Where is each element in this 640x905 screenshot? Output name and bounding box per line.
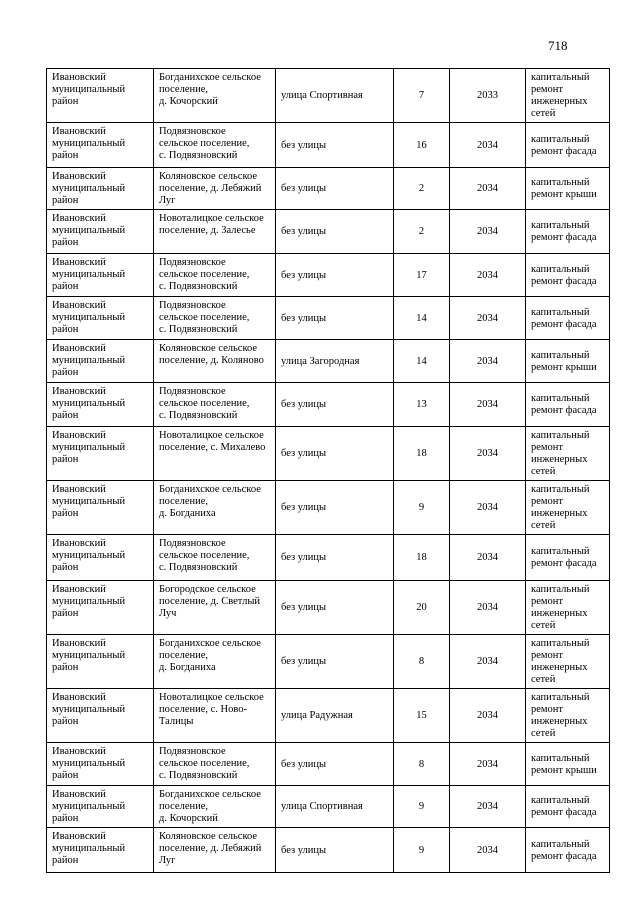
settlement-cell	[154, 427, 276, 481]
district-cell	[47, 689, 154, 743]
district-text: Ивановский муниципальный район	[52, 538, 126, 573]
work-text: капитальный ремонт крыши	[531, 349, 597, 373]
street-cell	[276, 581, 394, 635]
settlement-cell	[154, 635, 276, 689]
year-cell	[450, 210, 526, 254]
house-number-cell	[394, 168, 450, 210]
house-text: 18	[416, 552, 427, 563]
work-type-cell	[526, 427, 610, 481]
table-row	[47, 481, 610, 535]
house-number-cell	[394, 481, 450, 535]
table-row	[47, 297, 610, 340]
work-text: капитальный ремонт крыши	[531, 752, 597, 776]
street-text: без улицы	[281, 312, 327, 324]
table-row	[47, 168, 610, 210]
year-cell	[450, 581, 526, 635]
year-text: 2034	[477, 710, 498, 721]
district-text: Ивановский муниципальный район	[52, 213, 126, 248]
district-text: Ивановский муниципальный район	[52, 484, 126, 519]
work-type-cell	[526, 689, 610, 743]
street-text: без улицы	[281, 139, 327, 151]
year-cell	[450, 383, 526, 427]
settlement-text: Подвязновское сельское поселение, с. Подвязновский	[159, 386, 250, 421]
district-text: Ивановский муниципальный район	[52, 789, 126, 824]
work-text: капитальный ремонт фасада	[531, 393, 597, 416]
street-text: без улицы	[281, 552, 327, 563]
work-type-cell	[526, 168, 610, 210]
settlement-text: Подвязновское сельское поселение, с. Подвязновский	[159, 746, 250, 781]
house-number-cell	[394, 383, 450, 427]
year-text: 2034	[477, 656, 498, 667]
district-cell	[47, 340, 154, 383]
street-text: без улицы	[281, 602, 327, 613]
settlement-text: Богородское сельское поселение, д. Светлый Луч	[159, 584, 261, 619]
district-text: Ивановский муниципальный район	[52, 638, 126, 673]
house-text: 13	[416, 399, 427, 410]
house-text: 7	[418, 90, 425, 101]
district-text: Ивановский муниципальный район	[52, 300, 126, 335]
year-cell	[450, 297, 526, 340]
district-cell	[47, 581, 154, 635]
settlement-text: Богданихское сельское поселение, д. Богданиха	[159, 484, 261, 519]
district-text: Ивановский муниципальный район	[52, 257, 126, 292]
settlement-text: Богданихское сельское поселение, д. Богданиха	[159, 638, 261, 673]
street-text: без улицы	[281, 399, 327, 410]
settlement-text: Подвязновское сельское поселение, с. Подвязновский	[159, 257, 250, 292]
district-cell	[47, 427, 154, 481]
work-type-cell	[526, 635, 610, 689]
street-cell	[276, 481, 394, 535]
district-cell	[47, 168, 154, 210]
year-text: 2034	[477, 552, 498, 563]
settlement-text: Подвязновское сельское поселение, с. Подвязновский	[159, 300, 250, 335]
table-row	[47, 689, 610, 743]
house-text: 20	[416, 602, 427, 613]
district-text: Ивановский муниципальный район	[52, 386, 126, 421]
street-cell	[276, 535, 394, 581]
table-row	[47, 581, 610, 635]
district-text: Ивановский муниципальный район	[52, 746, 126, 781]
house-number-cell	[394, 123, 450, 168]
settlement-text: Коляновское сельское поселение, д. Лебяжий Луг	[159, 831, 262, 866]
work-text: капитальный ремонт фасада	[531, 546, 597, 569]
work-type-cell	[526, 535, 610, 581]
work-type-cell	[526, 481, 610, 535]
house-number-cell	[394, 297, 450, 340]
district-cell	[47, 481, 154, 535]
house-text: 15	[416, 710, 427, 721]
settlement-text: Богданихское сельское поселение, д. Кочорский	[159, 72, 261, 107]
year-cell	[450, 635, 526, 689]
table-row	[47, 383, 610, 427]
district-cell	[47, 635, 154, 689]
year-cell	[450, 786, 526, 828]
street-text: без улицы	[281, 226, 327, 237]
work-text: капитальный ремонт инженерных сетей	[531, 484, 590, 531]
table-row	[47, 535, 610, 581]
street-cell	[276, 828, 394, 873]
year-text: 2034	[477, 801, 498, 812]
settlement-text: Новоталицкое сельское поселение, с. Михалево	[159, 430, 266, 453]
street-text: улица Радужная	[281, 710, 353, 721]
year-text: 2034	[477, 844, 498, 856]
work-type-cell	[526, 786, 610, 828]
district-cell	[47, 743, 154, 786]
year-text: 2034	[477, 312, 498, 324]
house-text: 17	[416, 269, 427, 281]
district-cell	[47, 254, 154, 297]
settlement-cell	[154, 828, 276, 873]
house-number-cell	[394, 743, 450, 786]
street-cell	[276, 383, 394, 427]
settlement-text: Новоталицкое сельское поселение, д. Залесье	[159, 213, 264, 236]
work-type-cell	[526, 340, 610, 383]
year-cell	[450, 481, 526, 535]
district-cell	[47, 123, 154, 168]
house-number-cell	[394, 828, 450, 873]
year-text: 2034	[477, 355, 498, 367]
table-row	[47, 427, 610, 481]
year-text: 2033	[477, 90, 498, 101]
house-number-cell	[394, 210, 450, 254]
street-cell	[276, 123, 394, 168]
table-row	[47, 123, 610, 168]
street-cell	[276, 635, 394, 689]
work-text: капитальный ремонт фасада	[531, 220, 597, 243]
district-cell	[47, 69, 154, 123]
settlement-cell	[154, 69, 276, 123]
settlement-text: Богданихское сельское поселение, д. Кочорский	[159, 789, 261, 824]
table-row	[47, 340, 610, 383]
table-body	[47, 69, 610, 873]
house-number-cell	[394, 689, 450, 743]
house-text: 14	[416, 312, 427, 324]
settlement-text: Подвязновское сельское поселение, с. Подвязновский	[159, 538, 250, 573]
house-text: 2	[418, 226, 425, 237]
house-text: 14	[416, 355, 427, 367]
year-text: 2034	[477, 758, 498, 770]
work-type-cell	[526, 69, 610, 123]
district-text: Ивановский муниципальный район	[52, 584, 126, 619]
work-text: капитальный ремонт крыши	[531, 177, 597, 200]
year-cell	[450, 828, 526, 873]
street-text: без улицы	[281, 758, 327, 770]
house-number-cell	[394, 69, 450, 123]
district-text: Ивановский муниципальный район	[52, 831, 126, 866]
district-text: Ивановский муниципальный район	[52, 72, 126, 107]
work-text: капитальный ремонт инженерных сетей	[531, 584, 590, 631]
house-number-cell	[394, 340, 450, 383]
year-text: 2034	[477, 139, 498, 151]
district-cell	[47, 535, 154, 581]
district-cell	[47, 210, 154, 254]
street-cell	[276, 427, 394, 481]
house-text: 2	[418, 183, 425, 194]
street-text: без улицы	[281, 269, 327, 281]
work-text: капитальный ремонт инженерных сетей	[531, 638, 590, 685]
house-text: 8	[418, 758, 425, 770]
settlement-cell	[154, 481, 276, 535]
settlement-text: Подвязновское сельское поселение, с. Подвязновский	[159, 126, 250, 161]
settlement-cell	[154, 210, 276, 254]
settlement-cell	[154, 689, 276, 743]
repair-schedule-table	[46, 68, 610, 873]
table-row	[47, 210, 610, 254]
district-cell	[47, 786, 154, 828]
table-row	[47, 743, 610, 786]
year-cell	[450, 689, 526, 743]
work-text: капитальный ремонт инженерных сетей	[531, 692, 590, 739]
district-cell	[47, 383, 154, 427]
year-text: 2034	[477, 183, 498, 194]
settlement-cell	[154, 340, 276, 383]
house-text: 16	[416, 139, 427, 151]
work-text: капитальный ремонт фасада	[531, 263, 597, 287]
street-cell	[276, 254, 394, 297]
table-row	[47, 786, 610, 828]
work-text: капитальный ремонт инженерных сетей	[531, 72, 590, 119]
house-number-cell	[394, 427, 450, 481]
work-type-cell	[526, 297, 610, 340]
street-cell	[276, 743, 394, 786]
work-text: капитальный ремонт фасада	[531, 133, 597, 157]
settlement-cell	[154, 297, 276, 340]
district-text: Ивановский муниципальный район	[52, 343, 126, 378]
district-text: Ивановский муниципальный район	[52, 430, 126, 465]
house-number-cell	[394, 535, 450, 581]
table-row	[47, 69, 610, 123]
year-cell	[450, 743, 526, 786]
settlement-cell	[154, 254, 276, 297]
year-text: 2034	[477, 269, 498, 281]
work-text: капитальный ремонт инженерных сетей	[531, 430, 590, 477]
street-cell	[276, 210, 394, 254]
street-text: без улицы	[281, 448, 327, 459]
work-type-cell	[526, 254, 610, 297]
table-row	[47, 254, 610, 297]
settlement-cell	[154, 581, 276, 635]
work-type-cell	[526, 828, 610, 873]
year-cell	[450, 168, 526, 210]
district-cell	[47, 828, 154, 873]
settlement-cell	[154, 743, 276, 786]
house-number-cell	[394, 786, 450, 828]
street-text: улица Спортивная	[281, 90, 363, 101]
district-text: Ивановский муниципальный район	[52, 171, 126, 206]
settlement-cell	[154, 786, 276, 828]
street-text: улица Спортивная	[281, 801, 363, 812]
street-cell	[276, 69, 394, 123]
work-type-cell	[526, 581, 610, 635]
street-cell	[276, 340, 394, 383]
year-cell	[450, 535, 526, 581]
house-text: 9	[418, 844, 425, 856]
street-text: без улицы	[281, 183, 327, 194]
district-cell	[47, 297, 154, 340]
street-text: без улицы	[281, 844, 327, 856]
street-cell	[276, 786, 394, 828]
year-cell	[450, 254, 526, 297]
house-number-cell	[394, 635, 450, 689]
district-text: Ивановский муниципальный район	[52, 126, 126, 161]
district-text: Ивановский муниципальный район	[52, 692, 126, 727]
year-text: 2034	[477, 602, 498, 613]
work-text: капитальный ремонт фасада	[531, 795, 597, 818]
house-text: 8	[418, 656, 425, 667]
page-number: 718	[548, 38, 568, 53]
year-text: 2034	[477, 399, 498, 410]
settlement-cell	[154, 535, 276, 581]
year-text: 2034	[477, 502, 498, 513]
work-type-cell	[526, 383, 610, 427]
house-number-cell	[394, 581, 450, 635]
settlement-text: Коляновское сельское поселение, д. Коляново	[159, 343, 264, 366]
street-cell	[276, 297, 394, 340]
work-type-cell	[526, 123, 610, 168]
table-row	[47, 635, 610, 689]
house-text: 9	[418, 502, 425, 513]
street-cell	[276, 168, 394, 210]
year-text: 2034	[477, 448, 498, 459]
street-text: без улицы	[281, 502, 327, 513]
work-text: капитальный ремонт фасада	[531, 838, 597, 862]
work-type-cell	[526, 743, 610, 786]
year-text: 2034	[477, 226, 498, 237]
settlement-cell	[154, 123, 276, 168]
house-number-cell	[394, 254, 450, 297]
street-text: улица Загородная	[281, 355, 360, 367]
settlement-text: Новоталицкое сельское поселение, с. Ново- Талицы	[159, 692, 264, 727]
year-cell	[450, 340, 526, 383]
street-text: без улицы	[281, 656, 327, 667]
year-cell	[450, 427, 526, 481]
year-cell	[450, 69, 526, 123]
settlement-cell	[154, 168, 276, 210]
table-row	[47, 828, 610, 873]
work-text: капитальный ремонт фасада	[531, 306, 597, 330]
settlement-text: Коляновское сельское поселение, д. Лебяжий Луг	[159, 171, 262, 206]
street-cell	[276, 689, 394, 743]
house-text: 18	[416, 448, 427, 459]
work-type-cell	[526, 210, 610, 254]
house-text: 9	[418, 801, 425, 812]
year-cell	[450, 123, 526, 168]
settlement-cell	[154, 383, 276, 427]
